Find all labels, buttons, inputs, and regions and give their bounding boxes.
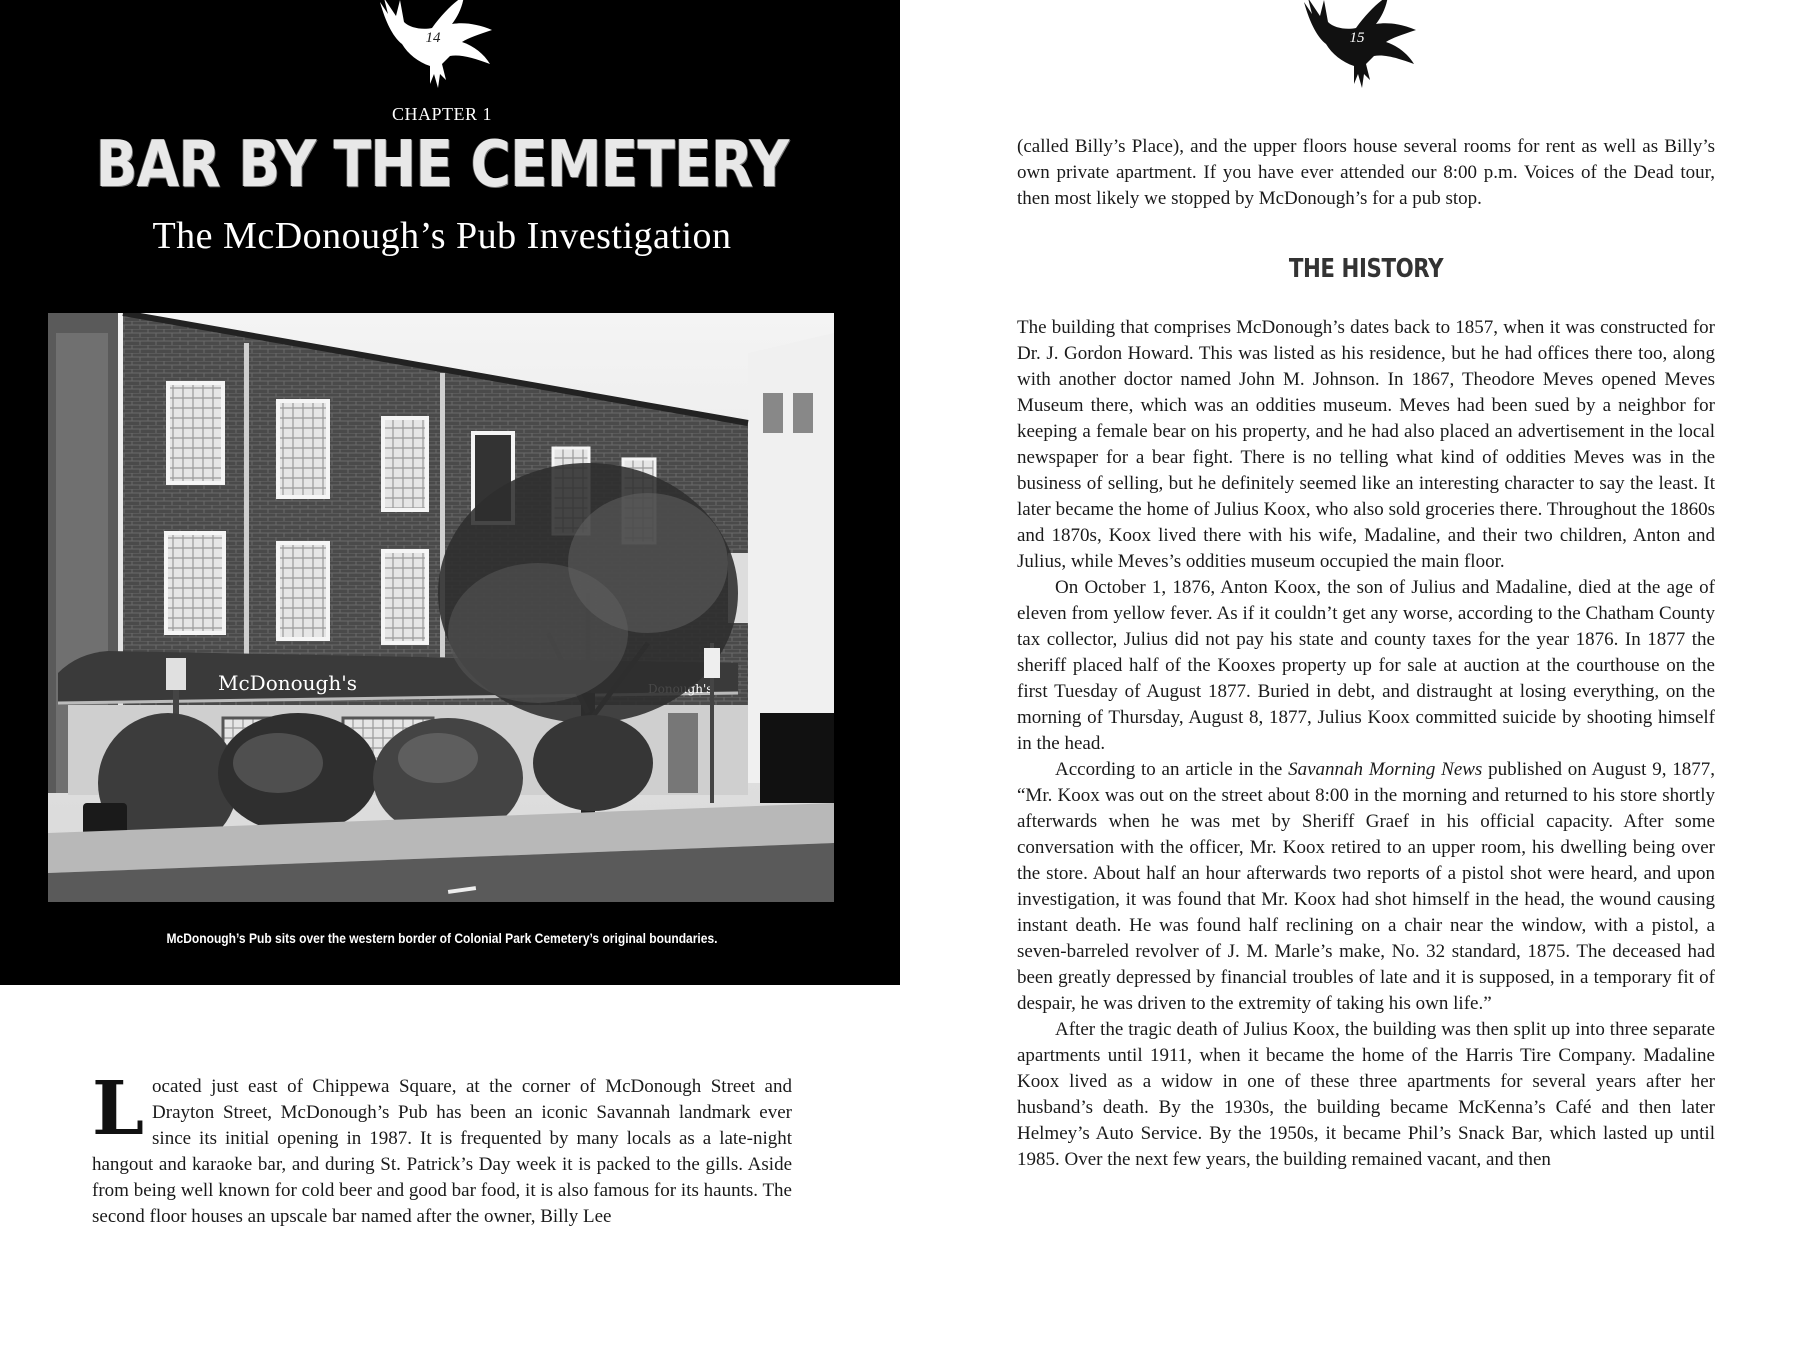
- history-paragraph-2: On October 1, 1876, Anton Koox, the son of Julius and Madaline, died at the age of eleven from yellow fever. As if it couldn’t get any worse, according to the Chatham County tax collector, Julius did not pay his state and county taxes for the year 1876. In 1877 the sheriff placed half of the Kooxes property up for sale at auction at the courthouse on the first Tuesday of August 1877. Buried in debt, and distraught at losing everything, on the morning of Thursday, August 8, 1877, Julius Koox committed suicide by shooting himself in the head.: [1017, 577, 1715, 754]
- raven-icon: [370, 0, 500, 94]
- history-body: [1017, 315, 1715, 1173]
- chapter-label: CHAPTER 1: [391, 104, 492, 124]
- paragraph-3-lead: According to an article in the: [1055, 759, 1289, 780]
- awning-sign: McDonough's: [218, 671, 358, 695]
- right-page: [900, 0, 1800, 1350]
- page-number: 15: [1349, 30, 1365, 46]
- history-paragraph-3: [1017, 757, 1715, 1017]
- paragraph-3-quote: published on August 9, 1877, “Mr. Koox was out on the street about 8:00 in the morning and returned to his store shortly afterwards when he was met by Sheriff Graef in his official capacity. After some conversation with the officer, Mr. Koox retired to an upper room, his dwelling being over the store. About half an hour afterwards two reports of a pistol shot were heard, and upon investigation, it was found that Mr. Koox had shot himself in the head, the wound causing instant death. He was found half reclining on a chair near the window, with a pistol, a seven-barreled revolver of J. M. Marle’s make, No. 32 standard, 1875. The deceased had been greatly depressed by financial troubles of late and it is supposed, in a temporary fit of despair, he was driven to the extremity of taking his own life.”: [1017, 759, 1716, 1014]
- history-paragraph-1: The building that comprises McDonough’s dates back to 1857, when it was constructed for Dr. J. Gordon Howard. This was listed as his residence, but he had offices there too, along with another doctor named John M. Johnson. In 1867, Theodore Meves opened Meves Museum there, which was an oddities museum. Meves had been sued by a neighbor for keeping a female bear on his property, and he had also placed an advertisement in the local newspaper for a bear fight. There is no telling what kind of oddities Meves was in the business of selling, but he definitely seemed like an interesting character to say the least. It later became the home of Julius Koox, who also sold groceries there. Throughout the 1860s and 1870s, Koox lived there with his wife, Madaline, and their two children, Anton and Julius, while Meves’s oddities museum occupied the main floor.: [1017, 317, 1715, 572]
- page-number: 14: [425, 30, 441, 46]
- newspaper-title: Savannah Morning News: [1288, 759, 1483, 780]
- section-heading: THE HISTORY: [1288, 254, 1444, 284]
- left-body-text: [92, 1066, 792, 1230]
- pub-photo: [48, 313, 834, 902]
- right-intro-text: (called Billy’s Place), and the upper floors house several rooms for rent as well as Billy’s own private apartment. If you have ever attended our 8:00 p.m. Voices of the Dead tour, then most likely we stopped by McDonough’s for a pub stop.: [1017, 136, 1715, 209]
- drop-cap: L: [92, 1066, 145, 1152]
- photo-caption: McDonough’s Pub sits over the western border of Colonial Park Cemetery’s original boundaries.: [166, 930, 718, 946]
- raven-icon: [1294, 0, 1424, 94]
- chapter-subtitle: The McDonough’s Pub Investigation: [152, 215, 732, 257]
- left-body-paragraph: ocated just east of Chippewa Square, at the corner of McDonough Street and Drayton Street, McDonough’s Pub has been an iconic Savannah landmark ever since its initial opening in 1987. It is frequented by many locals as a late-night hangout and karaoke bar, and during St. Patrick’s Day week it is packed to the gills. Aside from being well known for cold beer and good bar food, it is also famous for its haunts. The second floor houses an upscale bar named after the owner, Billy Lee: [92, 1076, 792, 1227]
- chapter-title: BAR BY THE CEMETERY: [95, 128, 789, 202]
- history-paragraph-4: After the tragic death of Julius Koox, the building was then split up into three separate apartments until 1911, when it became the home of the Harris Tire Company. Madaline Koox lived as a widow in one of these three apartments for several years after her husband’s death. By the 1930s, the building became McKenna’s Café and then later Helmey’s Auto Service. By the 1950s, it became Phil’s Snack Bar, which lasted up until 1985. Over the next few years, the building remained vacant, and then: [1017, 1019, 1715, 1170]
